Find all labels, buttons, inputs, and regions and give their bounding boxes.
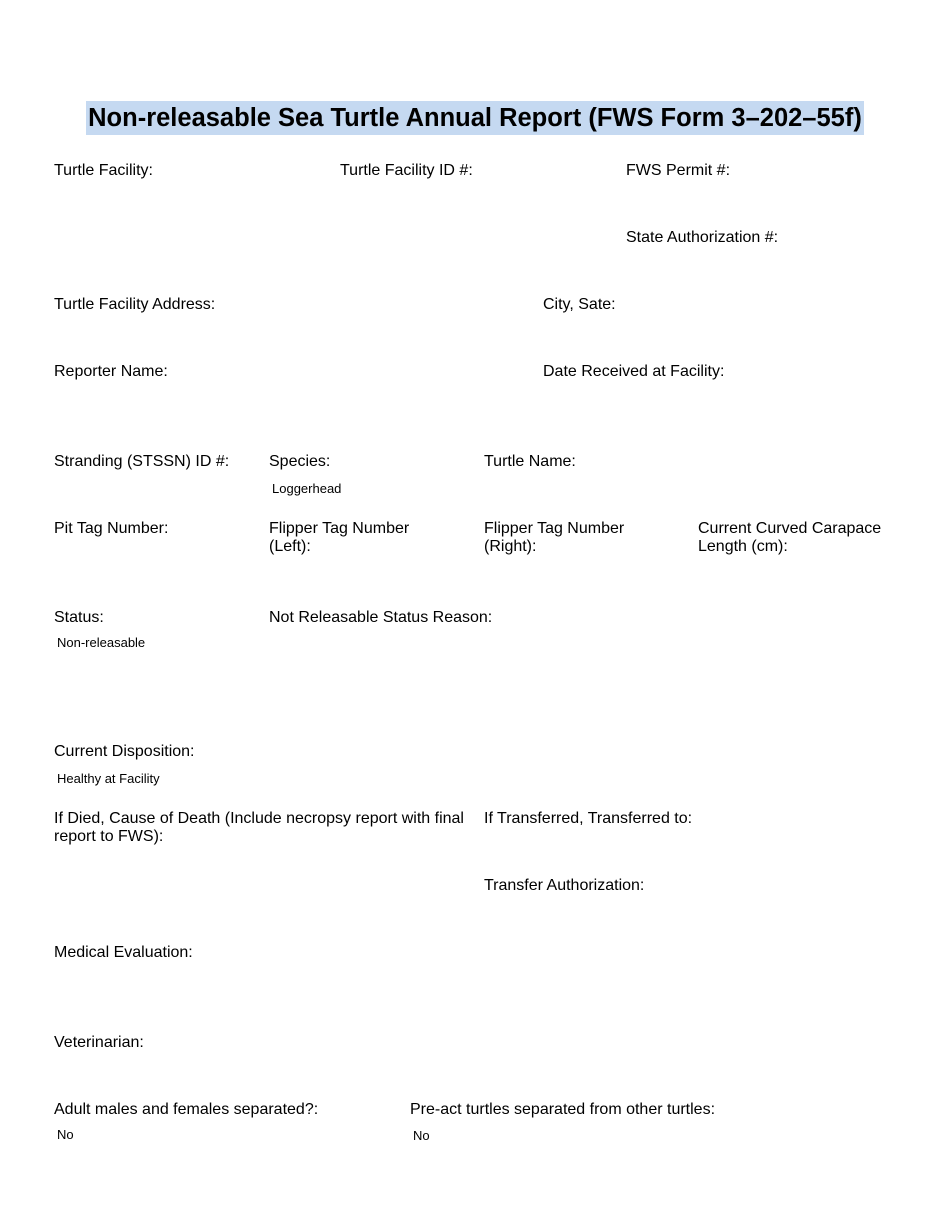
veterinarian-label: Veterinarian: [54, 1034, 144, 1051]
transferred-to-label: If Transferred, Transferred to: [484, 810, 693, 827]
not-releasable-reason-label: Not Releasable Status Reason: [269, 609, 493, 626]
pit-tag-label: Pit Tag Number: [54, 520, 169, 537]
carapace-length-label: Current Curved Carapace Length (cm): [698, 520, 882, 555]
stranding-id-label: Stranding (STSSN) ID #: [54, 453, 230, 470]
species-value: Loggerhead [272, 481, 342, 496]
turtle-facility-id-label: Turtle Facility ID #: [340, 162, 473, 179]
current-disposition-value: Healthy at Facility [57, 771, 160, 786]
flipper-tag-right-label: Flipper Tag Number (Right): [484, 520, 625, 555]
form-title-container [0, 101, 950, 135]
city-state-label: City, Sate: [543, 296, 616, 313]
medical-evaluation-label: Medical Evaluation: [54, 944, 193, 961]
state-authorization-label: State Authorization #: [626, 229, 779, 246]
adults-separated-label: Adult males and females separated?: [54, 1101, 319, 1118]
turtle-facility-label: Turtle Facility: [54, 162, 153, 179]
reporter-name-label: Reporter Name: [54, 363, 168, 380]
form-title: Non-releasable Sea Turtle Annual Report (FWS Form 3–202–55f) [86, 101, 864, 135]
species-label: Species: [269, 453, 331, 470]
flipper-tag-left-label: Flipper Tag Number (Left): [269, 520, 410, 555]
turtle-name-label: Turtle Name: [484, 453, 576, 470]
adults-separated-value: No [57, 1127, 74, 1142]
status-value: Non-releasable [57, 635, 146, 650]
current-disposition-label: Current Disposition: [54, 743, 195, 760]
date-received-label: Date Received at Facility: [543, 363, 725, 380]
fws-permit-label: FWS Permit #: [626, 162, 731, 179]
preact-separated-label: Pre-act turtles separated from other turtles: [410, 1101, 716, 1118]
cause-of-death-label: If Died, Cause of Death (Include necropsy report with final report to FWS): [54, 810, 464, 845]
facility-address-label: Turtle Facility Address: [54, 296, 216, 313]
preact-separated-value: No [413, 1128, 430, 1143]
status-label: Status: [54, 609, 104, 626]
transfer-authorization-label: Transfer Authorization: [484, 877, 645, 894]
